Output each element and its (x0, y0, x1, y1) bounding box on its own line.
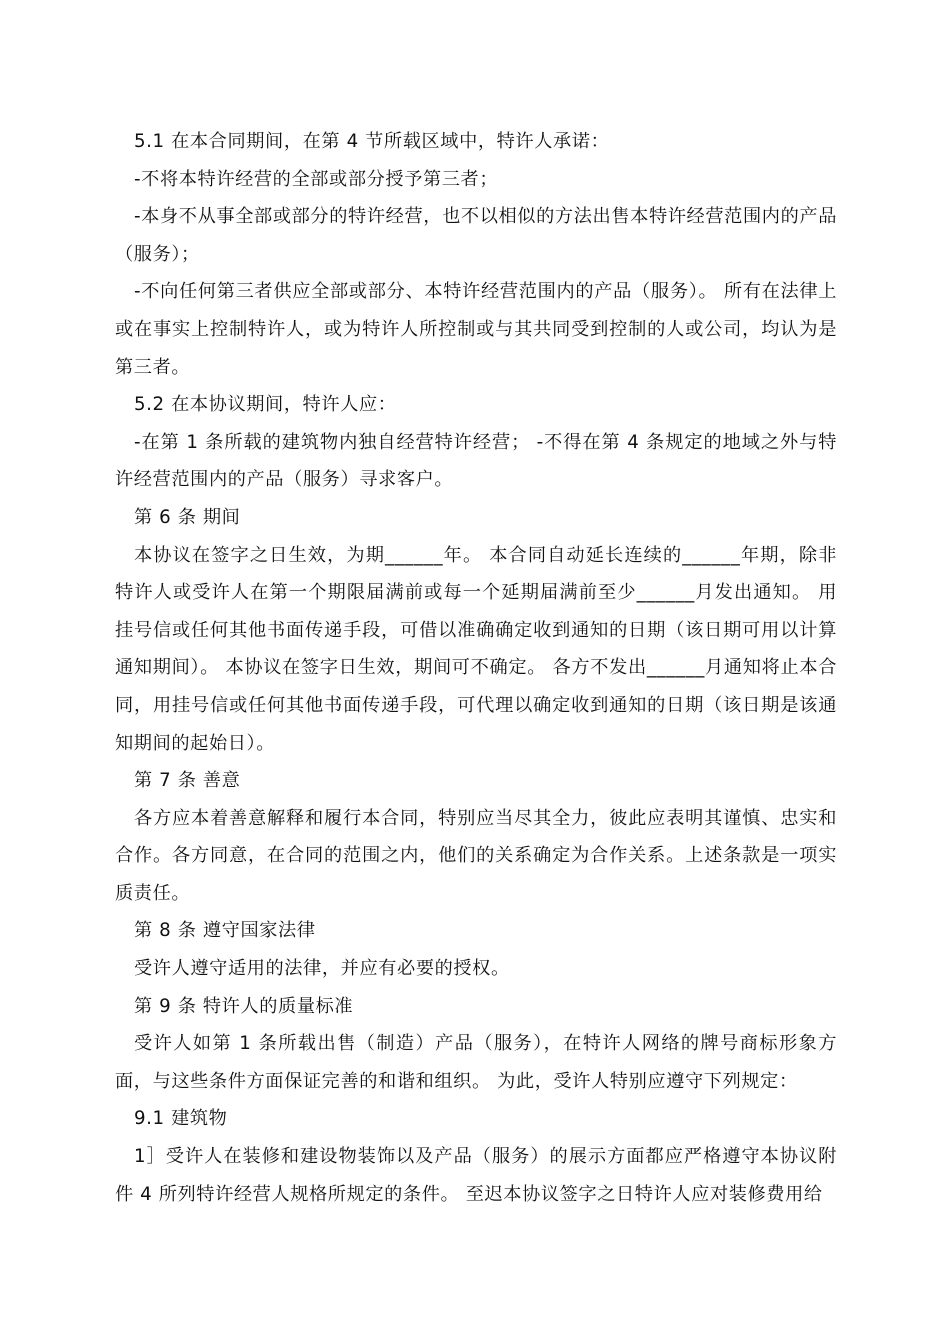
clause-5-2-items: -在第 1 条所载的建筑物内独自经营特许经营； -不得在第 4 条规定的地域之外与特许经营范围内的产品（服务）寻求客户。 (115, 431, 837, 491)
clause-5-1-item-3: -不向任何第三者供应全部或部分、本特许经营范围内的产品（服务）。 所有在法律上或在事实上控制特许人，或为特许人所控制或与其共同受到控制的人或公司，均认为是第三者。 (115, 281, 837, 378)
clause-5-2-heading: 5.2 在本协议期间，特许人应： (134, 394, 397, 416)
clause-9-1-item-1: 1］受许人在装修和建设物装饰以及产品（服务）的展示方面都应严格遵守本协议附件 4 所列特许经营人规格所规定的条件。 至迟本协议签字之日特许人应对装修费用给 (115, 1146, 837, 1205)
clause-9-1-heading: 9.1 建筑物 (134, 1108, 228, 1130)
clause-5-1-heading: 5.1 在本合同期间，在第 4 节所载区域中，特许人承诺： (134, 131, 610, 152)
article-8-body: 受许人遵守适用的法律，并应有必要的授权。 (134, 958, 510, 980)
article-6-title: 第 6 条 期间 (134, 506, 241, 528)
article-7-title: 第 7 条 善意 (134, 770, 241, 792)
article-9-title: 第 9 条 特许人的质量标准 (134, 995, 354, 1017)
clause-5-1-item-2: -本身不从事全部或部分的特许经营，也不以相似的方法出售本特许经营范围内的产品（服务）； (115, 206, 837, 265)
article-6-body: 本协议在签字之日生效，为期______年。 本合同自动延长连续的______年期，除非特许人或受许人在第一个期限届满前或每一个延期届满前至少______月发出通知。 用挂号信或任何其他书面传递手段，可借以准确确定收到通知的日期（该日期可用以计算通知期间）。 本协议在签字日生效，期间可不确定。 各方不发出______月通知将止本合同，用挂号信或任何其他书面传递手段，可代理以确定收到通知的日期（该日期是该通知期间的起始日）。 (115, 544, 837, 754)
document-body (115, 123, 837, 1213)
article-9-body: 受许人如第 1 条所载出售（制造）产品（服务），在特许人网络的牌号商标形象方面，与这些条件方面保证完善的和谐和组织。 为此，受许人特别应遵守下列规定： (115, 1033, 837, 1092)
clause-5-1-item-1: -不将本特许经营的全部或部分授予第三者； (134, 168, 499, 190)
article-8-title: 第 8 条 遵守国家法律 (134, 920, 316, 942)
article-7-body: 各方应本着善意解释和履行本合同，特别应当尽其全力，彼此应表明其谨慎、忠实和合作。各方同意，在合同的范围之内，他们的关系确定为合作关系。上述条款是一项实质责任。 (115, 807, 837, 904)
